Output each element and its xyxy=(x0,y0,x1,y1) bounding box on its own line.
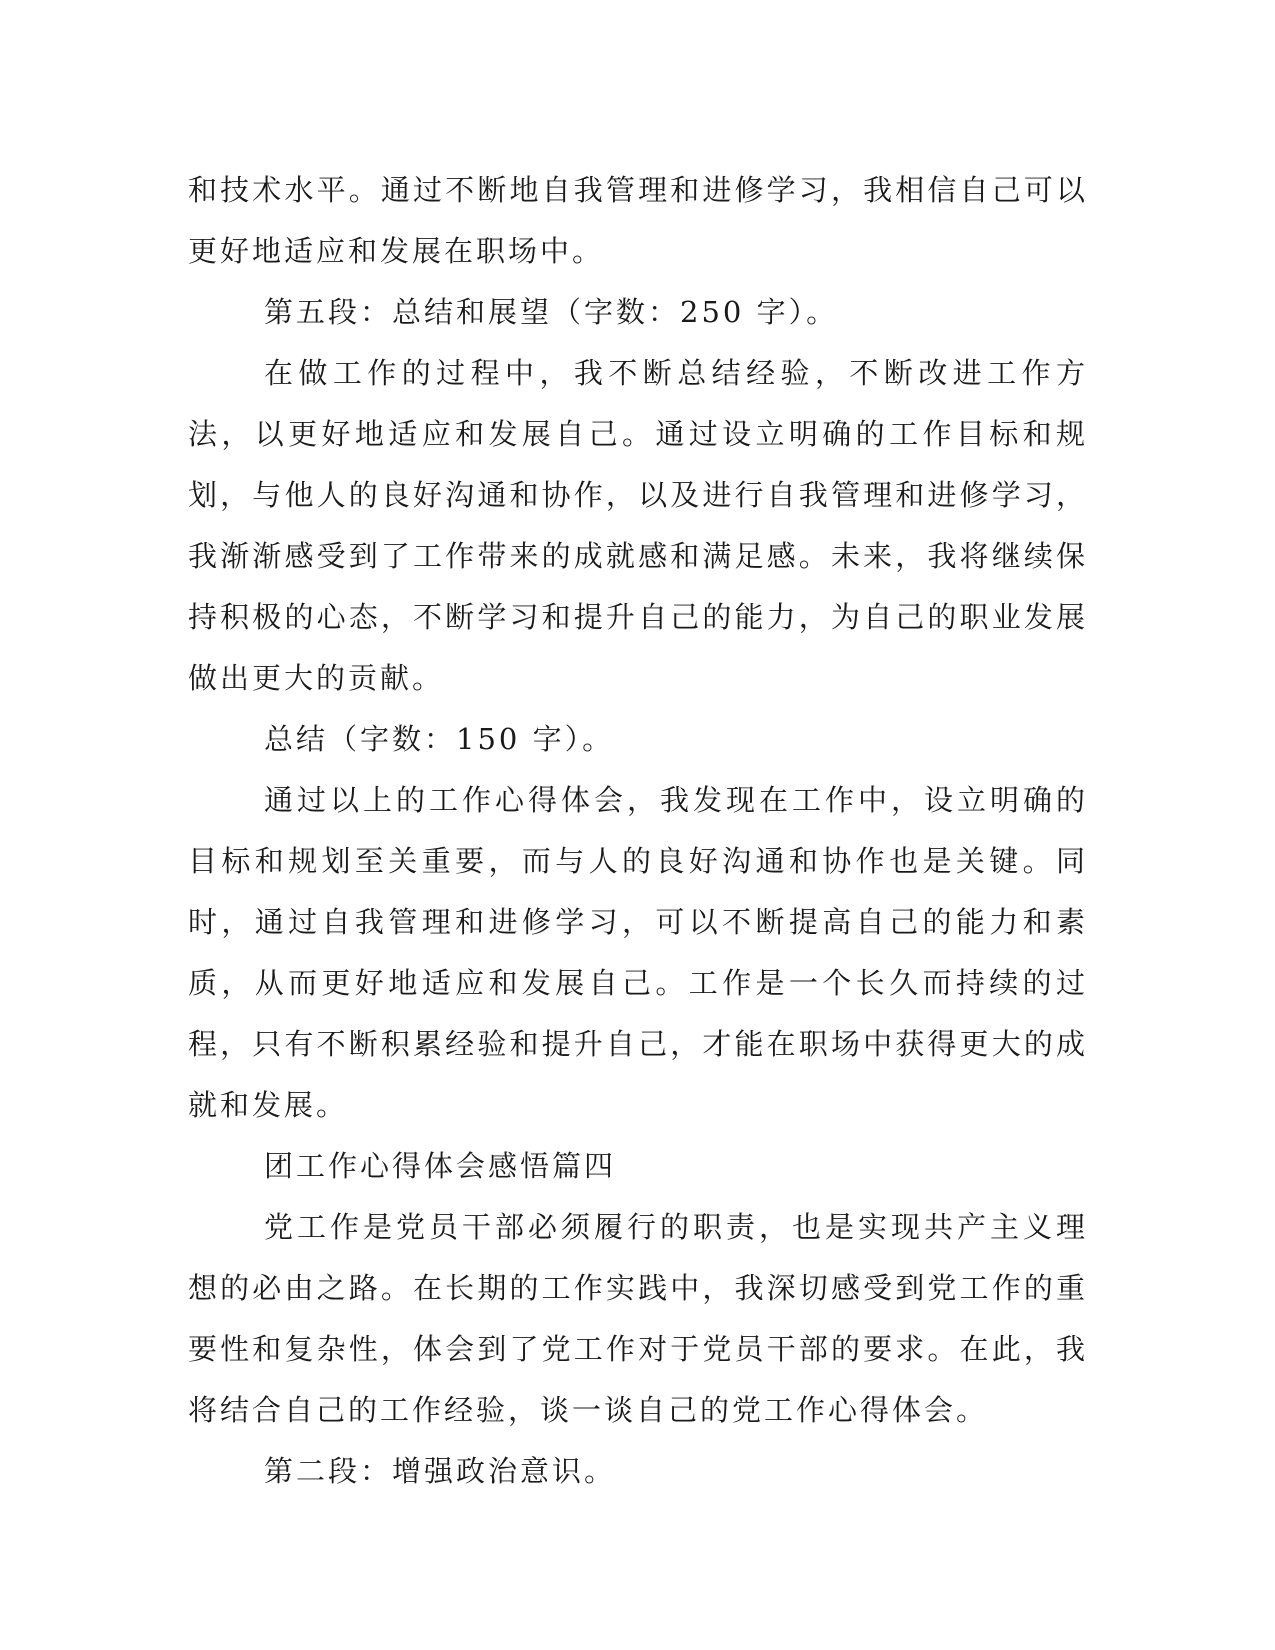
section-heading-part-five: 第五段：总结和展望（字数：250 字）。 xyxy=(264,295,839,329)
paragraph-conclusion: 通过以上的工作心得体会，我发现在工作中，设立明确的目标和规划至关重要，而与人的良好沟通和协作也是关键。同时，通过自我管理和进修学习，可以不断提高自己的能力和素质，从而更好地适应和发展自己。工作是一个长久而持续的过程，只有不断积累经验和提升自己，才能在职场中获得更大的成就和发展。 xyxy=(188,783,1088,1122)
section-heading-conclusion: 总结（字数：150 字）。 xyxy=(264,722,615,756)
section-heading-part-two: 第二段：增强政治意识。 xyxy=(264,1454,617,1488)
paragraph-party-work-intro: 党工作是党员干部必须履行的职责，也是实现共产主义理想的必由之路。在长期的工作实践中，我深切感受到党工作的重要性和复杂性，体会到了党工作对于党员干部的要求。在此，我将结合自己的工作经验，谈一谈自己的党工作心得体会。 xyxy=(188,1210,1088,1427)
paragraph-continuation: 和技术水平。通过不断地自我管理和进修学习，我相信自己可以更好地适应和发展在职场中。 xyxy=(188,173,1088,268)
article-title-part-four: 团工作心得体会感悟篇四 xyxy=(264,1149,617,1183)
document-body xyxy=(188,160,1088,1502)
paragraph-summary-outlook: 在做工作的过程中，我不断总结经验，不断改进工作方法，以更好地适应和发展自己。通过设立明确的工作目标和规划，与他人的良好沟通和协作，以及进行自我管理和进修学习，我渐渐感受到了工作带来的成就感和满足感。未来，我将继续保持积极的心态，不断学习和提升自己的能力，为自己的职业发展做出更大的贡献。 xyxy=(188,356,1088,695)
